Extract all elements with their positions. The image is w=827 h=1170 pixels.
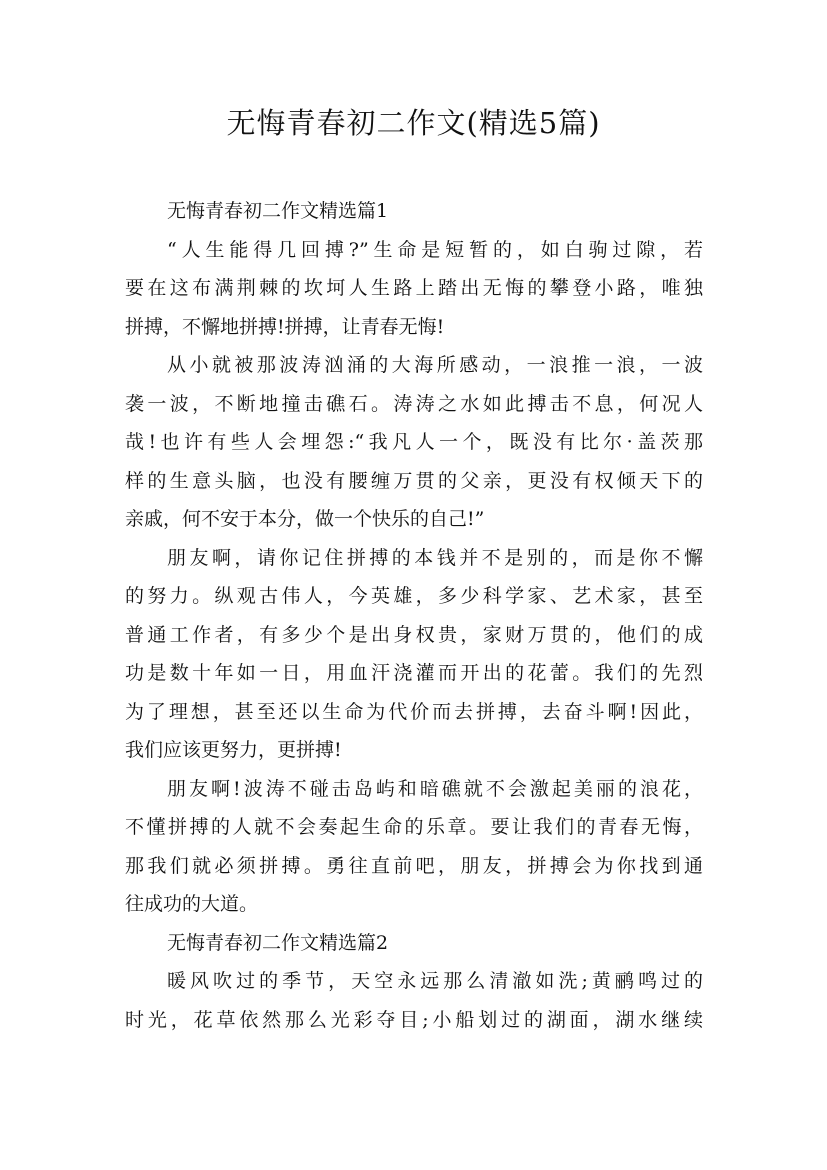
paragraph-line: 功是数十年如一日，用血汗浇灌而开出的花蕾。我们的先烈 — [125, 662, 703, 684]
document-title: 无悔青春初二作文(精选5篇) — [226, 106, 601, 140]
paragraph-line: 朋友啊!波涛不碰击岛屿和暗礁就不会激起美丽的浪花， — [167, 777, 703, 800]
section-heading-2: 无悔青春初二作文精选篇2 — [167, 931, 389, 954]
paragraph-line: “人生能得几回搏?”生命是短暂的，如白驹过隙，若 — [167, 238, 703, 261]
document-body — [125, 192, 703, 1039]
paragraph-line: 的努力。纵观古伟人，今英雄，多少科学家、艺术家，甚至 — [125, 585, 703, 607]
paragraph-line: 袭一波，不断地撞击礁石。涛涛之水如此搏击不息，何况人 — [125, 392, 703, 415]
paragraph-line: 我们应该更努力，更拼搏! — [125, 739, 342, 761]
paragraph-line: 时光，花草依然那么光彩夺目;小船划过的湖面，湖水继续 — [125, 1008, 703, 1031]
paragraph-line: 往成功的大道。 — [125, 893, 259, 915]
paragraph-line: 暖风吹过的季节，天空永远那么清澈如洗;黄鹂鸣过的 — [167, 970, 703, 992]
paragraph-line: 普通工作者，有多少个是出身权贵，家财万贯的，他们的成 — [125, 623, 703, 646]
paragraph-line: 不懂拼搏的人就不会奏起生命的乐章。要让我们的青春无悔， — [125, 816, 703, 838]
paragraph-line: 要在这布满荆棘的坎坷人生路上踏出无悔的攀登小路，唯独 — [125, 277, 703, 299]
paragraph-line: 样的生意头脑，也没有腰缠万贯的父亲，更没有权倾天下的 — [125, 469, 703, 492]
paragraph-line: 拼搏，不懈地拼搏!拼搏，让青春无悔! — [125, 315, 445, 338]
paragraph-line: 那我们就必须拼搏。勇往直前吧，朋友，拼搏会为你找到通 — [125, 854, 703, 877]
paragraph-line: 哉!也许有些人会埋怨:“我凡人一个，既没有比尔·盖茨那 — [125, 431, 703, 453]
paragraph-line: 为了理想，甚至还以生命为代价而去拼搏，去奋斗啊!因此， — [125, 700, 703, 723]
paragraph-line: 朋友啊，请你记住拼搏的本钱并不是别的，而是你不懈 — [167, 546, 703, 569]
section-heading-1: 无悔青春初二作文精选篇1 — [167, 200, 389, 222]
paragraph-line: 亲戚，何不安于本分，做一个快乐的自己!” — [125, 508, 485, 530]
paragraph-line: 从小就被那波涛汹涌的大海所感动，一浪推一浪，一波 — [167, 354, 703, 376]
